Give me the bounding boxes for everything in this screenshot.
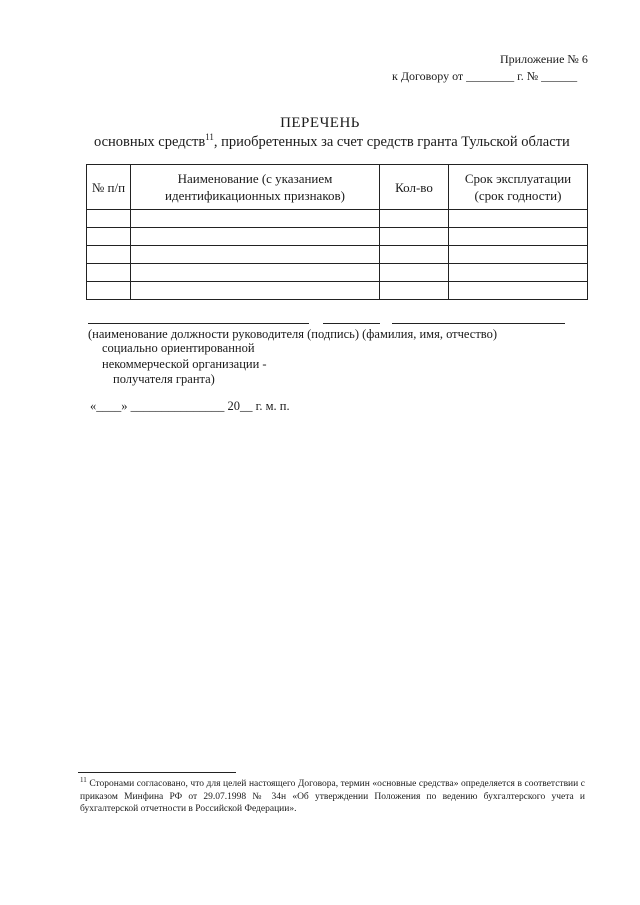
header-name: Наименование (с указанием идентификационных признаков) [131, 165, 380, 210]
table-cell [131, 264, 380, 282]
table-cell [380, 282, 449, 300]
table-cell [87, 246, 131, 264]
table-row [87, 210, 588, 228]
footnote-reference: 11 [205, 132, 214, 143]
contract-reference: к Договору от ________ г. № ______ [392, 69, 578, 83]
subtitle-text-start: основных средств [94, 134, 206, 150]
signature-line-signature [323, 323, 380, 324]
table-cell [449, 228, 588, 246]
table-cell [449, 282, 588, 300]
date-and-seal-line: «____» _______________ 20__ г. м. п. [90, 399, 290, 413]
annex-number: Приложение № 6 [500, 52, 588, 66]
subtitle-text-end: , приобретенных за счет средств гранта Тульской области [213, 134, 570, 150]
table-body [87, 210, 588, 300]
table-row [87, 246, 588, 264]
table-cell [87, 282, 131, 300]
footnote-mark: 11 [80, 775, 87, 784]
assets-table [86, 164, 588, 300]
footnote-text: Сторонами согласовано, что для целей настоящего Договора, термин «основные средства» определяется в соответствии с приказом Минфина РФ от 29.07.1998 № 34н «Об утверждении Положения по ведению бухгалтерского учета и бухгалтерской отчетности в Российской Федерации». [80, 779, 585, 814]
table-cell [380, 264, 449, 282]
document-title: ПЕРЕЧЕНЬ [280, 115, 360, 131]
table-cell [380, 246, 449, 264]
signature-line-position [88, 323, 309, 324]
org-line-3: получателя гранта) [113, 372, 215, 386]
table-cell [131, 282, 380, 300]
org-line-1: социально ориентированной [102, 341, 255, 355]
table-cell [87, 228, 131, 246]
footnote [80, 775, 585, 816]
signature-organization [88, 341, 267, 388]
table-cell [131, 246, 380, 264]
table-cell [380, 228, 449, 246]
header-number: № п/п [87, 165, 131, 210]
table-cell [449, 210, 588, 228]
footnote-divider [78, 772, 236, 773]
table-cell [87, 264, 131, 282]
document-subtitle [94, 134, 570, 151]
table-cell [131, 228, 380, 246]
table-row [87, 282, 588, 300]
table-cell [449, 246, 588, 264]
table-cell [87, 210, 131, 228]
table-cell [131, 210, 380, 228]
table-cell [449, 264, 588, 282]
table-row [87, 264, 588, 282]
table-header-row [87, 165, 588, 210]
signature-caption: (наименование должности руководителя (подпись) (фамилия, имя, отчество) [88, 327, 498, 341]
org-line-2: некоммерческой организации - [102, 356, 267, 371]
signature-line-fullname [392, 323, 565, 324]
table-cell [380, 210, 449, 228]
header-service-life: Срок эксплуатации (срок годности) [449, 165, 588, 210]
table-row [87, 228, 588, 246]
header-quantity: Кол-во [380, 165, 449, 210]
